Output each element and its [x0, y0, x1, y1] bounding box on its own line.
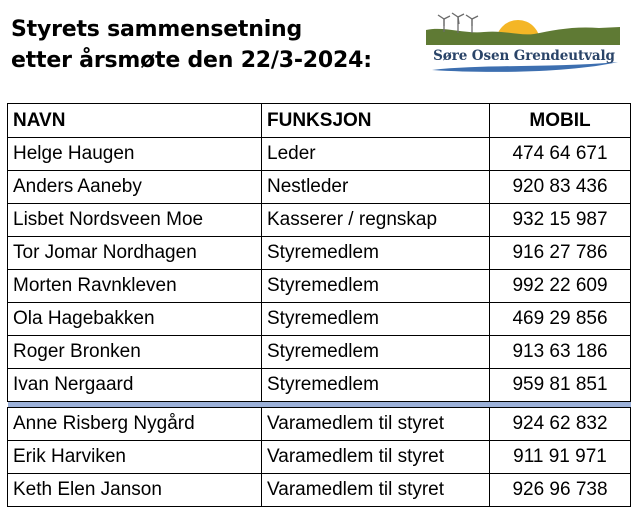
page-title [11, 14, 372, 76]
deputy-name: Anne Risberg Nygård [8, 408, 262, 441]
deputy-mobile: 911 91 971 [490, 441, 631, 474]
member-function: Styremedlem [262, 237, 490, 270]
member-name: Roger Bronken [8, 336, 262, 369]
table-row [8, 204, 631, 237]
member-mobile: 992 22 609 [490, 270, 631, 303]
column-header-function: FUNKSJON [262, 104, 490, 138]
member-mobile: 959 81 851 [490, 369, 631, 402]
logo [424, 12, 624, 82]
member-function: Styremedlem [262, 369, 490, 402]
deputy-name: Keth Elen Janson [8, 474, 262, 507]
table-row [8, 441, 631, 474]
member-name: Helge Haugen [8, 138, 262, 171]
column-header-mobile: MOBIL [490, 104, 631, 138]
member-function: Kasserer / regnskap [262, 204, 490, 237]
table-row [8, 171, 631, 204]
deputy-function: Varamedlem til styret [262, 474, 490, 507]
table-row [8, 138, 631, 171]
table-row [8, 303, 631, 336]
table-row [8, 369, 631, 402]
table-row [8, 474, 631, 507]
member-name: Morten Ravnkleven [8, 270, 262, 303]
member-mobile: 916 27 786 [490, 237, 631, 270]
member-mobile: 913 63 186 [490, 336, 631, 369]
member-mobile: 920 83 436 [490, 171, 631, 204]
table-header-row [8, 104, 631, 138]
table-row [8, 408, 631, 441]
member-function: Nestleder [262, 171, 490, 204]
deputy-function: Varamedlem til styret [262, 408, 490, 441]
member-mobile: 474 64 671 [490, 138, 631, 171]
member-function: Styremedlem [262, 336, 490, 369]
deputy-name: Erik Harviken [8, 441, 262, 474]
member-mobile: 932 15 987 [490, 204, 631, 237]
table-row [8, 270, 631, 303]
member-function: Leder [262, 138, 490, 171]
member-mobile: 469 29 856 [490, 303, 631, 336]
logo-text: Søre Osen Grendeutvalg [433, 48, 615, 64]
board-table [7, 103, 631, 507]
deputy-function: Varamedlem til styret [262, 441, 490, 474]
page-title-line-2: etter årsmøte den 22/3-2024: [11, 48, 372, 73]
deputy-mobile: 926 96 738 [490, 474, 631, 507]
member-function: Styremedlem [262, 270, 490, 303]
column-header-name: NAVN [8, 104, 262, 138]
member-name: Anders Aaneby [8, 171, 262, 204]
member-name: Ivan Nergaard [8, 369, 262, 402]
table-row [8, 237, 631, 270]
wind-turbines-landscape-logo-icon [424, 12, 624, 82]
member-function: Styremedlem [262, 303, 490, 336]
deputy-mobile: 924 62 832 [490, 408, 631, 441]
member-name: Tor Jomar Nordhagen [8, 237, 262, 270]
member-name: Lisbet Nordsveen Moe [8, 204, 262, 237]
page-title-line-1: Styrets sammensetning [11, 17, 303, 42]
member-name: Ola Hagebakken [8, 303, 262, 336]
table-row [8, 336, 631, 369]
